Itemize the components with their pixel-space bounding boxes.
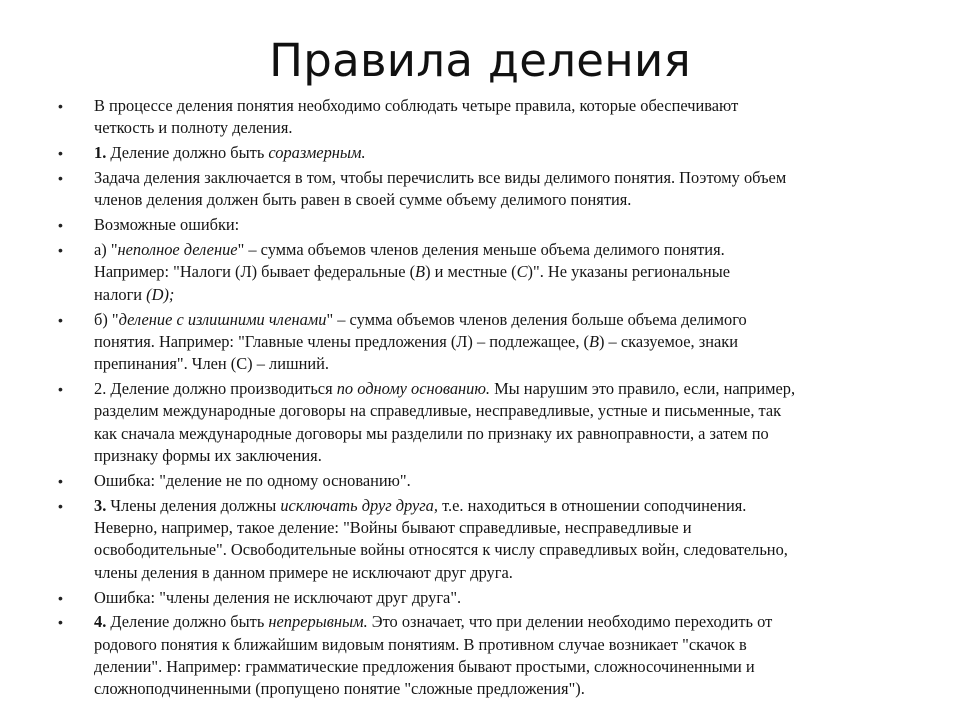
text-line: признаку формы их заключения. [94,446,322,466]
emphasis-text: В [415,262,426,282]
text-line: делении". Например: грамматические предложения бывают простыми, сложносочиненными и [94,657,755,677]
text-line [94,611,900,633]
text-line [94,378,900,400]
text-line: Неверно, например, такое деление: "Войны бывают справедливые, несправедливые и [94,518,692,538]
text-line: В процессе деления понятия необходимо соблюдать четыре правила, которые обеспечивают [94,96,739,115]
emphasis-text: неполное деление [117,240,238,260]
text-run: " – сумма объемов членов деления меньше объема делимого понятия. [237,240,725,260]
text-line: Задача деления заключается в том, чтобы перечислить все виды делимого понятия. Поэтому объем [94,168,787,188]
text-line: Ошибка: "деление не по одному основанию". [94,470,411,490]
text-line: препинания". Член (С) – лишний. [94,354,329,374]
bullet-item-rule-4 [0,611,960,700]
bullet-item-task [0,167,960,212]
text-line [94,142,900,164]
bullet-dot-icon: • [58,242,63,259]
text-line [94,261,900,283]
text-run: понятия. Например: "Главные члены предложения (Л) – подлежащее, ( [94,331,589,351]
slide-title: Правила деления [269,34,691,87]
text-run: ) и местные ( [425,262,517,282]
bullet-item-rule-3 [0,495,960,584]
text-run: Члены деления должны [106,495,281,515]
text-line: разделим международные договоры на справедливые, несправедливые, устные и письменные, так [94,401,782,421]
bullet-item-error-rule-2 [0,470,960,492]
text-line [94,239,900,261]
emphasis-text: исключать друг друга, [280,495,438,515]
rule-number: 4. [94,612,107,632]
text-line: как сначала международные договоры мы разделили по признаку их равноправности, а затем по [94,423,769,443]
bullet-dot-icon: • [58,381,63,398]
rule-number: 1. [94,143,107,163]
text-run: т.е. находиться в отношении соподчинения. [437,495,747,515]
text-line: Возможные ошибки: [94,215,240,235]
emphasis-text: непрерывным. [268,612,368,632]
text-line: четкость и полноту деления. [94,118,293,138]
bullet-dot-icon: • [58,614,63,631]
text-run: 2. Деление должно производиться [94,379,337,399]
text-line [94,331,900,353]
emphasis-text: С [516,262,528,282]
emphasis-text: соразмерным. [268,143,366,163]
bullet-item-rule-2 [0,378,960,467]
bullet-item-error-a [0,239,960,306]
text-line [94,284,900,306]
text-run: Мы нарушим это правило, если, например, [490,379,796,399]
text-run: а) " [94,240,118,260]
text-line: члены деления в данном примере не исключают друг друга. [94,562,513,582]
text-line: освободительные". Освободительные войны относятся к числу справедливых войн, следовательно, [94,540,788,560]
text-line [94,309,900,331]
bullet-dot-icon: • [58,98,63,114]
bullet-dot-icon: • [58,472,63,489]
text-line: сложноподчиненными (пропущено понятие "сложные предложения"). [94,679,585,699]
text-run: )". Не указаны региональные [527,262,730,282]
text-run: ) – сказуемое, знаки [598,331,738,351]
bullet-list [0,95,960,703]
bullet-dot-icon: • [58,311,63,328]
bullet-item-error-rule-3 [0,587,960,609]
bullet-dot-icon: • [58,217,63,234]
bullet-dot-icon: • [58,145,63,162]
text-run: Например: "Налоги (Л) бывает федеральные ( [94,262,416,282]
emphasis-text: (D); [146,284,175,304]
text-line [94,495,900,517]
bullet-item-possible-errors [0,214,960,236]
bullet-item-error-b [0,309,960,376]
text-line: Ошибка: "члены деления не исключают друг друга". [94,587,462,607]
emphasis-text: В [588,331,599,351]
text-line: членов деления должен быть равен в своей сумме объему делимого понятия. [94,190,632,210]
text-run: Это означает, что при делении необходимо переходить от [367,612,773,632]
text-run: Деление должно быть [106,143,269,163]
emphasis-text: деление с излишними членами [118,309,327,329]
text-run: Деление должно быть [106,612,269,632]
emphasis-text: по одному основанию. [336,379,491,399]
text-run: " – сумма объемов членов деления больше объема делимого [326,309,747,329]
text-line: родового понятия к ближайшим видовым понятиям. В противном случае возникает "скачок в [94,634,747,654]
bullet-dot-icon: • [58,589,63,606]
text-run: налоги [94,284,147,304]
bullet-item-intro [0,95,960,140]
bullet-dot-icon: • [58,497,63,514]
rule-number: 3. [94,495,107,515]
text-run: б) " [94,309,119,329]
bullet-item-rule-1 [0,142,960,164]
bullet-dot-icon: • [58,170,63,187]
